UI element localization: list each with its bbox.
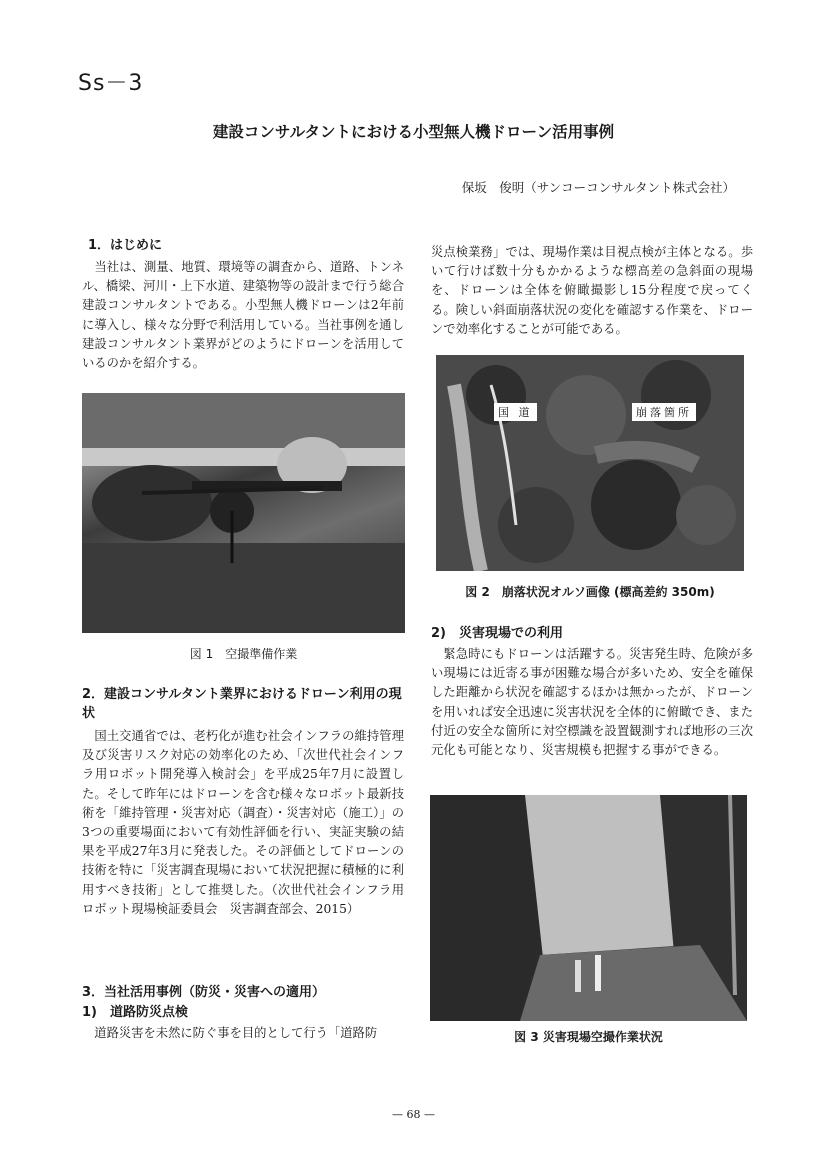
section-3-1-heading: 1) 道路防災点検 [82,1005,188,1020]
ortho-image [436,355,744,571]
figure-3-caption: 図 3 災害現場空撮作業状況 [514,1030,663,1044]
paper-code: Ss－3 [78,71,144,96]
page-number: — 68 — [392,1108,435,1121]
section-3-2-heading: 2) 災害現場での利用 [431,626,563,641]
section-1-body: 当社は、測量、地質、環境等の調査から、道路、トンネル、橋梁、河川・上下水道、建築物等の設計まで行う総合建設コンサルタントである。小型無人機ドローンは2年前に導入し、様々な分野で利活用している。当社事例を通し建設コンサルタント業界がどのようにドローンを活用しているのかを紹介する。 [82,260,404,371]
section-2-body: 国土交通省では、老朽化が進む社会インフラの維持管理及び災害リスク対応の効率化のため、「次世代社会インフラ用ロボット開発導入検討会」を平成25年7月に設置した。そして昨年にはドローンを含む様々なロボット最新技術を「維持管理・災害対応（調査）・災害対応（施工）」の3つの重要場面において有効性評価を行い、実証実験の結果を平成27年3月に発表した。その評価としてドローンの技術を特に「災害調査現場において状況把握に積極的に利用すべき技術」として推奨した。（次世代社会インフラ用ロボット現場検証委員会 災害調査部会、2015） [82,729,404,916]
figure-2-photo [436,355,744,571]
figure-1-caption: 図 1 空撮準備作業 [189,647,298,661]
figure-1-photo [82,393,405,633]
drone-preparation-image [82,393,405,633]
section-3-heading: 3．当社活用事例（防災・災害への適用） [82,985,326,1000]
section-3-1-body-cont: 災点検業務」では、現場作業は目視点検が主体となる。歩いて行けば数十分もかかるような標高差の急斜面の現場を、ドローンは全体を俯瞰撮影し15分程度で戻ってくる。険しい斜面崩落状況の変化を確認する作業を、ドローンで効率化することが可能である。 [431,245,753,336]
collapse-label: 崩落箇所 [632,403,696,421]
author-line: 保坂 俊明（サンコーコンサルタント株式会社） [461,180,735,195]
section-3-2-body: 緊急時にもドローンは活躍する。災害発生時、危険が多い現場には近寄る事が困難な場合が多いため、安全を確保した距離から状況を確認するほかは無かったが、ドローンを用いれば安全迅速に災害状況を全体的に俯瞰でき、また付近の安全な箇所に対空標識を設置観測すれば地形の三次元化も可能となり、災害規模も把握する事ができる。 [431,647,753,758]
figure-2-caption: 図 2 崩落状況オルソ画像 (標高差約 350m) [465,585,715,599]
road-label: 国 道 [494,403,537,421]
section-1-heading: 1．はじめに [88,238,163,253]
section-3-1-body-start: 道路災害を未然に防ぐ事を目的として行う「道路防 [82,1026,378,1040]
section-2-heading: 2．建設コンサルタント業界におけるドローン利用の現状 [82,687,402,721]
paper-title: 建設コンサルタントにおける小型無人機ドローン活用事例 [212,123,615,141]
figure-3-photo [430,795,747,1021]
disaster-site-image [430,795,747,1021]
